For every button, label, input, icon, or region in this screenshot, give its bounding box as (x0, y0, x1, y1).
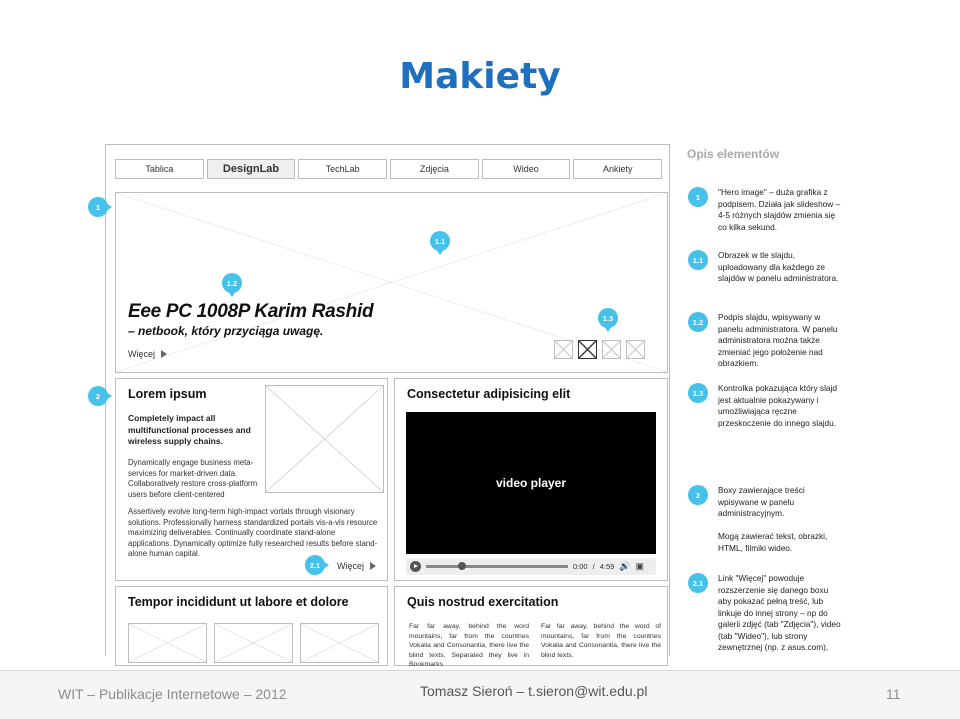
video-seek-bar[interactable] (426, 565, 568, 568)
lorem-title: Lorem ipsum (128, 387, 207, 401)
description-number: 1.1 (688, 250, 708, 270)
hero-more-label: Więcej (128, 349, 156, 359)
tab-zdjecia[interactable]: Zdjęcia (390, 159, 479, 179)
description-text: "Hero image" – duża grafika z podpisem. Działa jak slideshow – 4-5 różnych slajdów zmienia się co kilka sekund. (718, 187, 841, 232)
slide-thumbnail[interactable] (626, 340, 645, 359)
pin-1-2: 1.2 (222, 273, 242, 293)
pin-1-3: 1.3 (598, 308, 618, 328)
quis-box (394, 586, 668, 666)
description-text: Kontrolka pokazująca który slajd jest aktualnie pokazywany i umożliwiająca ręczne przeskoczenie do innego slajdu. (718, 383, 837, 428)
description-text: Obrazek w tle slajdu, uploadowany dla każdego ze slajdów w panelu administratora. (718, 250, 839, 283)
description-text-group (718, 485, 843, 554)
nav-tabs (115, 159, 662, 179)
description-text: Link "Więcej" powoduje rozszerzenie się danego boxu aby pokazać pełną treść, lub linkuje do innej strony – np do galerii zdjęć (tab "Zdjęcia"), video (tab "Wideo"), lub strony zewnętrznej (np. z asus.com), (718, 573, 841, 652)
hero-title: Eee PC 1008P Karim Rashid (128, 301, 374, 322)
description-item-1-3 (688, 383, 843, 429)
lorem-more-link[interactable] (337, 561, 376, 571)
slide-thumbnail[interactable] (602, 340, 621, 359)
description-text: Boxy zawierające treści wpisywane w panelu administracyjnym. (718, 485, 805, 518)
description-title: Opis elementów (687, 147, 780, 161)
fullscreen-icon[interactable]: ▣ (635, 561, 645, 571)
lorem-paragraph: Dynamically engage business meta-services for market-driven data. Collaboratively restore cross-platform users before client-centered (128, 458, 258, 499)
tab-tablica[interactable]: Tablica (115, 159, 204, 179)
time-separator: / (592, 562, 595, 571)
lorem-paragraph: Assertively evolve long-term high-impact vortals through visionary solutions. Professionally harness standardized portals vis-a-vis resource maximizing deliverables. Continually coordinate stand-alone applications. Dynamically optimize fully researched results before stand-alone human capital. (128, 507, 378, 558)
tab-wideo[interactable]: Wideo (482, 159, 571, 179)
tempor-gallery (128, 623, 379, 663)
slide-selector (554, 340, 645, 359)
hero-slideshow[interactable] (115, 192, 668, 373)
video-player-label: video player (495, 476, 567, 490)
tempor-title: Tempor incididunt ut labore et dolore (128, 595, 349, 609)
description-item-1 (688, 187, 843, 233)
tempor-box (115, 586, 388, 666)
seek-handle[interactable] (458, 562, 466, 570)
page-number: 11 (886, 686, 901, 702)
quis-column-text: Far far away, behind the word of mountains, far from the countries Vokalia and Consonantia, there live the blind texts. (541, 623, 661, 659)
video-duration: 4:59 (599, 562, 615, 571)
video-player[interactable] (406, 412, 656, 554)
quis-columns (409, 622, 661, 670)
description-number: 1 (688, 187, 708, 207)
description-number: 1.3 (688, 383, 708, 403)
lorem-lead: Completely impact all multifunctional processes and wireless supply chains. (128, 413, 251, 446)
play-arrow-icon (370, 562, 376, 570)
quis-column-text: Far far away, behind the word mountains, far from the countries Vokalia and Consonantia, there live the blind texts. Separated they live in Bookmarks (409, 623, 529, 668)
video-controls (406, 558, 656, 575)
slide-thumbnail-active[interactable] (578, 340, 597, 359)
hero-subtitle: – netbook, który przyciąga uwagę. (128, 324, 324, 338)
video-box-title: Consectetur adipisicing elit (407, 387, 571, 401)
video-current-time: 0:00 (573, 562, 588, 571)
description-text: Mogą zawierać tekst, obrazki, HTML, filmiki wideo. (718, 531, 828, 553)
image-placeholder (265, 385, 384, 493)
tab-techlab[interactable]: TechLab (298, 159, 387, 179)
description-item-2-1 (688, 573, 843, 654)
pin-1-1: 1.1 (430, 231, 450, 251)
description-number: 2 (688, 485, 708, 505)
description-item-1-2 (688, 312, 843, 370)
description-number: 2.1 (688, 573, 708, 593)
volume-icon[interactable]: 🔊 (619, 561, 631, 571)
pin-2-1: 2.1 (305, 555, 325, 575)
description-item-2 (688, 485, 843, 554)
lorem-more-label: Więcej (337, 561, 365, 571)
description-text: Podpis slajdu, wpisywany w panelu administratora. W panelu administratora można także zmieniać jego położenie nad obrazkiem. (718, 312, 838, 368)
hero-more-link[interactable] (128, 349, 167, 359)
footer-author: Tomasz Sieroń – t.sieron@wit.edu.pl (420, 683, 648, 699)
pin-2: 2 (88, 386, 108, 406)
mockup-frame (105, 144, 670, 668)
quis-title: Quis nostrud exercitation (407, 595, 559, 609)
play-icon[interactable] (410, 561, 421, 572)
lorem-box (115, 378, 388, 581)
tab-ankiety[interactable]: Ankiety (573, 159, 662, 179)
tab-designlab[interactable]: DesignLab (207, 159, 296, 179)
footer-course: WIT – Publikacje Internetowe – 2012 (58, 686, 287, 702)
slide-thumbnail[interactable] (554, 340, 573, 359)
description-item-1-1 (688, 250, 843, 285)
image-placeholder[interactable] (128, 623, 207, 663)
image-placeholder[interactable] (300, 623, 379, 663)
play-arrow-icon (161, 350, 167, 358)
video-box (394, 378, 668, 581)
image-placeholder[interactable] (214, 623, 293, 663)
description-number: 1.2 (688, 312, 708, 332)
pin-1: 1 (88, 197, 108, 217)
slide-title: Makiety (399, 56, 561, 97)
